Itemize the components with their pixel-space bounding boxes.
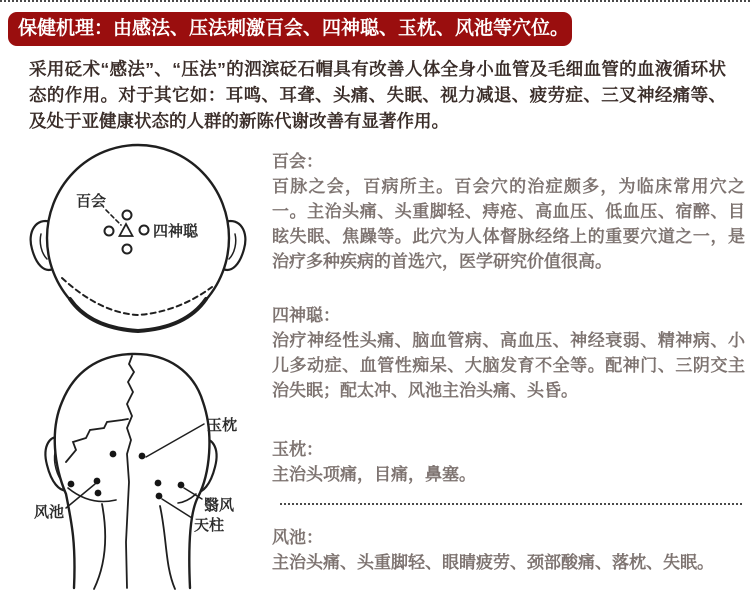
head-top-view-diagram: [20, 140, 258, 338]
yifeng-point-left: [68, 481, 75, 488]
top-dotted-divider: [0, 0, 750, 2]
section-body: 主治头痛、头重脚轻、眼睛疲劳、颈部酸痛、落枕、失眠。: [272, 553, 714, 572]
section-body: 百脉之会，百病所主。百会穴的治症颇多，为临床常用穴之一。主治头痛、头重脚轻、痔疮、高血压、低血压、宿醉、目眩失眠、焦躁等。此穴为人体督脉经络上的重要穴道之一，是治疗多种疾病的首选穴，医学研究价值很高。: [272, 177, 745, 271]
sishencong-point-back: [123, 245, 132, 254]
baihui-label: 百会: [76, 193, 107, 210]
yuzhen-point-left: [110, 451, 117, 458]
section-title: 风池：: [272, 528, 323, 547]
tianzhu-point-left: [95, 490, 102, 497]
section-body: 主治头项痛，目痛，鼻塞。: [272, 465, 476, 484]
section-fengchi: [272, 525, 745, 575]
section-sishencong: [272, 303, 745, 403]
section-title: 百会：: [272, 152, 323, 171]
acupoint-sections: [272, 149, 745, 575]
fengchi-point-right: [155, 480, 162, 487]
section-yuzhen: [272, 437, 745, 487]
banner-title: 保健机理：由感法、压法刺激百会、四神聪、玉枕、风池等穴位。: [8, 12, 572, 46]
tianzhu-label: 天柱: [194, 517, 225, 534]
intro-paragraph: 采用砭术“感法”、“压法”的泗滨砭石帽具有改善人体全身小血管及毛细血管的血液循环状态的作用。对于其它如：耳鸣、耳聋、头痛、失眠、视力减退、疲劳症、三叉神经痛等、及处于亚健康状态的人群的新陈代谢改善有显著作用。: [29, 59, 726, 131]
section-title: 四神聪：: [272, 306, 340, 325]
section-baihui: [272, 149, 745, 274]
yifeng-label: 翳风: [204, 497, 235, 514]
sishencong-point-left: [105, 227, 114, 236]
section-title: 玉枕：: [272, 440, 323, 459]
dotted-divider: [280, 503, 742, 505]
section-body: 治疗神经性头痛、脑血管病、高血压、神经衰弱、精神病、小儿多动症、血管性痴呆、大脑发育不全等。配神门、三阴交主治失眠；配太冲、风池主治头痛、头昏。: [272, 331, 745, 400]
sishencong-point-right: [140, 226, 149, 235]
yuzhen-point-right: [139, 453, 146, 460]
yuzhen-label: 玉枕: [207, 417, 238, 434]
fengchi-label: 风池: [34, 504, 65, 521]
yifeng-point-right: [178, 482, 185, 489]
head-back-view-diagram: [10, 342, 256, 590]
sishencong-label: 四神聪: [153, 223, 199, 240]
sishencong-point-front: [123, 211, 132, 220]
tianzhu-point-right: [156, 493, 163, 500]
